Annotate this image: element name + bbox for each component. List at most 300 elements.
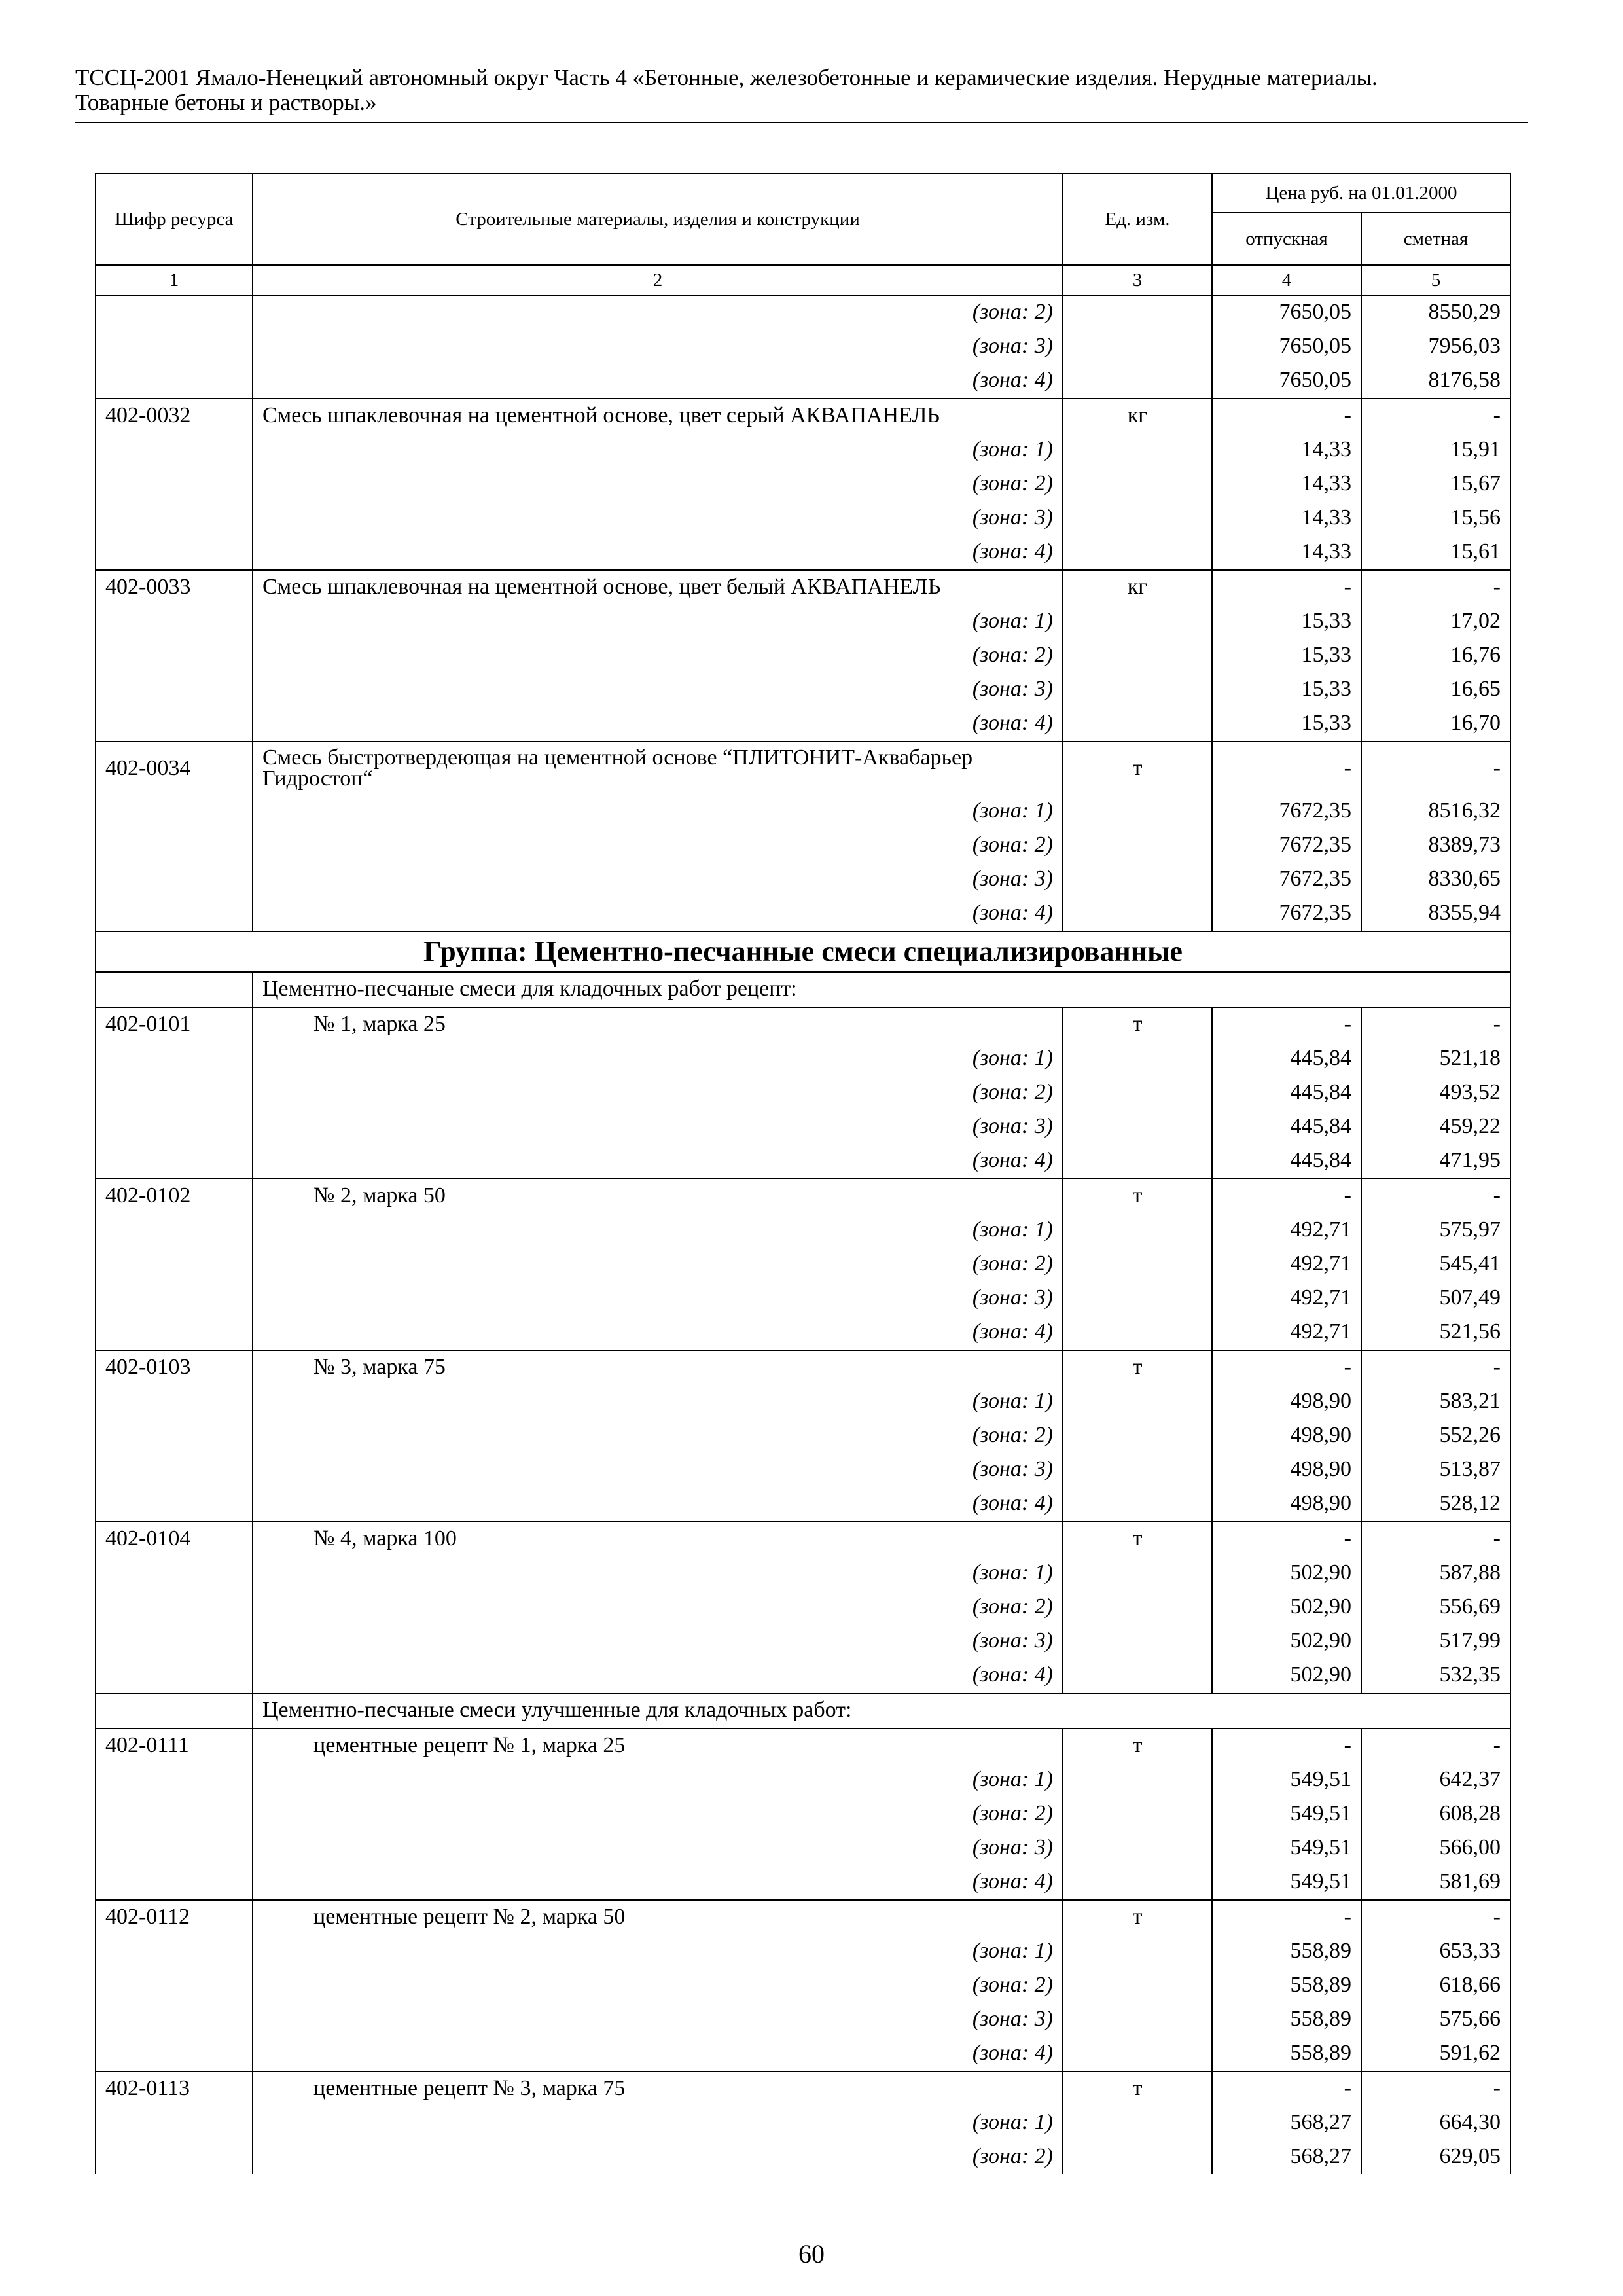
zone-label: (зона: 4) — [253, 1659, 1063, 1693]
estimate-price: 16,76 — [1361, 639, 1510, 673]
unit: т — [1063, 1007, 1212, 1042]
item-row — [96, 2072, 1510, 2106]
unit-cell — [1063, 2003, 1212, 2037]
release-price: 492,71 — [1212, 1247, 1361, 1282]
zone-label: (зона: 3) — [253, 863, 1063, 897]
unit-cell — [1063, 501, 1212, 535]
code-cell — [96, 1213, 253, 1247]
zone-row — [96, 639, 1510, 673]
unit-cell — [1063, 1453, 1212, 1487]
zone-row — [96, 1213, 1510, 1247]
zone-label: (зона: 4) — [253, 1316, 1063, 1350]
release-price: 502,90 — [1212, 1659, 1361, 1693]
release-price: 14,33 — [1212, 535, 1361, 570]
col-header-code: Шифр ресурса — [96, 173, 253, 265]
unit-cell — [1063, 1282, 1212, 1316]
estimate-price: 581,69 — [1361, 1865, 1510, 1900]
release-price: 445,84 — [1212, 1144, 1361, 1179]
material-name: № 1, марка 25 — [253, 1007, 1063, 1042]
unit-cell — [1063, 897, 1212, 931]
column-number: 1 — [96, 265, 253, 295]
unit: т — [1063, 742, 1212, 795]
zone-label: (зона: 3) — [253, 501, 1063, 535]
column-number: 4 — [1212, 265, 1361, 295]
release-price: 7672,35 — [1212, 863, 1361, 897]
estimate-price: - — [1361, 1007, 1510, 1042]
unit-cell — [1063, 1110, 1212, 1144]
zone-row — [96, 897, 1510, 931]
zone-row — [96, 1590, 1510, 1624]
column-number: 5 — [1361, 265, 1510, 295]
estimate-price: - — [1361, 399, 1510, 433]
estimate-price: 575,66 — [1361, 2003, 1510, 2037]
zone-row — [96, 1110, 1510, 1144]
unit-cell — [1063, 1624, 1212, 1659]
zone-row — [96, 433, 1510, 467]
zone-label: (зона: 4) — [253, 1865, 1063, 1900]
estimate-price: 521,56 — [1361, 1316, 1510, 1350]
material-name: Смесь шпаклевочная на цементной основе, цвет белый АКВАПАНЕЛЬ — [253, 570, 1063, 605]
zone-row — [96, 1797, 1510, 1831]
code-cell — [96, 1282, 253, 1316]
estimate-price: 8355,94 — [1361, 897, 1510, 931]
material-name: Смесь шпаклевочная на цементной основе, цвет серый АКВАПАНЕЛЬ — [253, 399, 1063, 433]
zone-label: (зона: 4) — [253, 897, 1063, 931]
code-cell — [96, 1487, 253, 1522]
material-name: цементные рецепт № 3, марка 75 — [253, 2072, 1063, 2106]
zone-row — [96, 467, 1510, 501]
header-line-1: ТССЦ-2001 Ямало-Ненецкий автономный округ Часть 4 «Бетонные, железобетонные и керамические изделия. Нерудные материалы. — [75, 65, 1378, 90]
col-header-release: отпускная — [1212, 213, 1361, 265]
code-cell — [96, 1590, 253, 1624]
release-price: 15,33 — [1212, 605, 1361, 639]
resource-code: 402-0101 — [96, 1007, 253, 1042]
unit-cell — [1063, 1316, 1212, 1350]
estimate-price: 608,28 — [1361, 1797, 1510, 1831]
estimate-price: 575,97 — [1361, 1213, 1510, 1247]
estimate-price: 8516,32 — [1361, 795, 1510, 829]
zone-row — [96, 2003, 1510, 2037]
release-price: - — [1212, 570, 1361, 605]
zone-row — [96, 707, 1510, 742]
code-cell — [96, 1935, 253, 1969]
column-number: 2 — [253, 265, 1063, 295]
code-cell — [96, 1453, 253, 1487]
col-header-name: Строительные материалы, изделия и конструкции — [253, 173, 1063, 265]
item-row — [96, 1179, 1510, 1213]
estimate-price: - — [1361, 742, 1510, 795]
estimate-price: 15,56 — [1361, 501, 1510, 535]
table-body — [96, 295, 1510, 2174]
release-price: 492,71 — [1212, 1282, 1361, 1316]
code-cell — [96, 1763, 253, 1797]
zone-label: (зона: 3) — [253, 1453, 1063, 1487]
estimate-price: 587,88 — [1361, 1556, 1510, 1590]
release-price: 498,90 — [1212, 1419, 1361, 1453]
unit-cell — [1063, 330, 1212, 364]
zone-row — [96, 535, 1510, 570]
release-price: 15,33 — [1212, 673, 1361, 707]
release-price: 14,33 — [1212, 501, 1361, 535]
subheading-row — [96, 972, 1510, 1007]
estimate-price: - — [1361, 1729, 1510, 1763]
material-name: № 2, марка 50 — [253, 1179, 1063, 1213]
unit-cell — [1063, 2106, 1212, 2140]
estimate-price: 459,22 — [1361, 1110, 1510, 1144]
subheading-row — [96, 1693, 1510, 1729]
code-cell — [96, 1247, 253, 1282]
code-cell — [96, 1969, 253, 2003]
zone-row — [96, 1453, 1510, 1487]
zone-label: (зона: 3) — [253, 1624, 1063, 1659]
estimate-price: 17,02 — [1361, 605, 1510, 639]
estimate-price: - — [1361, 1900, 1510, 1935]
unit-cell — [1063, 1419, 1212, 1453]
zone-row — [96, 501, 1510, 535]
subheading-text: Цементно-песчаные смеси улучшенные для кладочных работ: — [253, 1693, 1510, 1729]
estimate-price: 552,26 — [1361, 1419, 1510, 1453]
zone-label: (зона: 3) — [253, 673, 1063, 707]
unit: т — [1063, 1900, 1212, 1935]
code-cell — [96, 1693, 253, 1729]
unit-cell — [1063, 673, 1212, 707]
zone-row — [96, 1865, 1510, 1900]
code-cell — [96, 673, 253, 707]
estimate-price: 507,49 — [1361, 1282, 1510, 1316]
release-price: 7650,05 — [1212, 330, 1361, 364]
resource-code: 402-0102 — [96, 1179, 253, 1213]
resource-code: 402-0032 — [96, 399, 253, 433]
zone-label: (зона: 4) — [253, 707, 1063, 742]
unit-cell — [1063, 605, 1212, 639]
col-header-price: Цена руб. на 01.01.2000 — [1212, 173, 1510, 213]
estimate-price: - — [1361, 570, 1510, 605]
release-price: 558,89 — [1212, 1969, 1361, 2003]
estimate-price: 583,21 — [1361, 1385, 1510, 1419]
zone-label: (зона: 2) — [253, 1247, 1063, 1282]
zone-row — [96, 1831, 1510, 1865]
estimate-price: 517,99 — [1361, 1624, 1510, 1659]
zone-row — [96, 330, 1510, 364]
unit-cell — [1063, 1144, 1212, 1179]
zone-label: (зона: 3) — [253, 330, 1063, 364]
code-cell — [96, 2037, 253, 2072]
unit-cell — [1063, 795, 1212, 829]
zone-label: (зона: 1) — [253, 605, 1063, 639]
estimate-price: 16,70 — [1361, 707, 1510, 742]
code-cell — [96, 2106, 253, 2140]
release-price: 502,90 — [1212, 1556, 1361, 1590]
code-cell — [96, 1385, 253, 1419]
zone-row — [96, 1419, 1510, 1453]
estimate-price: 664,30 — [1361, 2106, 1510, 2140]
code-cell — [96, 1624, 253, 1659]
zone-row — [96, 295, 1510, 330]
unit-cell — [1063, 535, 1212, 570]
zone-label: (зона: 2) — [253, 1797, 1063, 1831]
release-price: 445,84 — [1212, 1042, 1361, 1076]
release-price: - — [1212, 1900, 1361, 1935]
zone-label: (зона: 3) — [253, 2003, 1063, 2037]
zone-label: (зона: 2) — [253, 1969, 1063, 2003]
column-number: 3 — [1063, 265, 1212, 295]
unit-cell — [1063, 433, 1212, 467]
zone-row — [96, 2140, 1510, 2174]
zone-row — [96, 1144, 1510, 1179]
estimate-price: 513,87 — [1361, 1453, 1510, 1487]
release-price: 15,33 — [1212, 639, 1361, 673]
zone-row — [96, 2106, 1510, 2140]
release-price: 558,89 — [1212, 2003, 1361, 2037]
code-cell — [96, 639, 253, 673]
code-cell — [96, 1659, 253, 1693]
release-price: - — [1212, 1729, 1361, 1763]
code-cell — [96, 707, 253, 742]
item-row — [96, 1007, 1510, 1042]
zone-label: (зона: 4) — [253, 535, 1063, 570]
header-rule — [75, 122, 1528, 123]
unit-cell — [1063, 1042, 1212, 1076]
zone-row — [96, 605, 1510, 639]
code-cell — [96, 295, 253, 330]
header-line-2: Товарные бетоны и растворы.» — [75, 90, 377, 115]
estimate-price: 591,62 — [1361, 2037, 1510, 2072]
release-price: 492,71 — [1212, 1316, 1361, 1350]
estimate-price: - — [1361, 1179, 1510, 1213]
unit-cell — [1063, 707, 1212, 742]
zone-row — [96, 1624, 1510, 1659]
zone-label: (зона: 1) — [253, 1556, 1063, 1590]
estimate-price: 528,12 — [1361, 1487, 1510, 1522]
col-header-estimate: сметная — [1361, 213, 1510, 265]
zone-label: (зона: 4) — [253, 1487, 1063, 1522]
unit-cell — [1063, 1763, 1212, 1797]
release-price: 549,51 — [1212, 1865, 1361, 1900]
code-cell — [96, 501, 253, 535]
estimate-price: 521,18 — [1361, 1042, 1510, 1076]
release-price: - — [1212, 1007, 1361, 1042]
zone-row — [96, 1247, 1510, 1282]
code-cell — [96, 829, 253, 863]
estimate-price: 471,95 — [1361, 1144, 1510, 1179]
zone-row — [96, 1076, 1510, 1110]
item-row — [96, 1900, 1510, 1935]
code-cell — [96, 364, 253, 399]
release-price: 492,71 — [1212, 1213, 1361, 1247]
zone-row — [96, 1556, 1510, 1590]
release-price: - — [1212, 399, 1361, 433]
zone-label: (зона: 1) — [253, 1213, 1063, 1247]
zone-row — [96, 1659, 1510, 1693]
unit: кг — [1063, 570, 1212, 605]
unit-cell — [1063, 1831, 1212, 1865]
estimate-price: - — [1361, 1522, 1510, 1556]
resource-code: 402-0104 — [96, 1522, 253, 1556]
code-cell — [96, 1797, 253, 1831]
item-row — [96, 399, 1510, 433]
estimate-price: 8176,58 — [1361, 364, 1510, 399]
unit-cell — [1063, 639, 1212, 673]
unit-cell — [1063, 1556, 1212, 1590]
zone-row — [96, 1282, 1510, 1316]
release-price: - — [1212, 1522, 1361, 1556]
unit: т — [1063, 1179, 1212, 1213]
code-cell — [96, 1831, 253, 1865]
zone-label: (зона: 3) — [253, 1282, 1063, 1316]
item-row — [96, 1350, 1510, 1385]
release-price: 498,90 — [1212, 1487, 1361, 1522]
code-cell — [96, 863, 253, 897]
zone-row — [96, 863, 1510, 897]
zone-label: (зона: 2) — [253, 1076, 1063, 1110]
zone-label: (зона: 1) — [253, 433, 1063, 467]
release-price: 7672,35 — [1212, 829, 1361, 863]
zone-row — [96, 1935, 1510, 1969]
material-name: цементные рецепт № 2, марка 50 — [253, 1900, 1063, 1935]
estimate-price: 15,91 — [1361, 433, 1510, 467]
release-price: 14,33 — [1212, 467, 1361, 501]
release-price: - — [1212, 1350, 1361, 1385]
unit-cell — [1063, 364, 1212, 399]
resource-code: 402-0113 — [96, 2072, 253, 2106]
zone-row — [96, 795, 1510, 829]
code-cell — [96, 535, 253, 570]
zone-row — [96, 1042, 1510, 1076]
unit-cell — [1063, 1797, 1212, 1831]
zone-label: (зона: 2) — [253, 829, 1063, 863]
estimate-price: 566,00 — [1361, 1831, 1510, 1865]
estimate-price: 629,05 — [1361, 2140, 1510, 2174]
release-price: 7672,35 — [1212, 897, 1361, 931]
unit-cell — [1063, 2037, 1212, 2072]
resource-code: 402-0112 — [96, 1900, 253, 1935]
item-row — [96, 570, 1510, 605]
code-cell — [96, 1556, 253, 1590]
release-price: 445,84 — [1212, 1110, 1361, 1144]
unit-cell — [1063, 1076, 1212, 1110]
zone-row — [96, 2037, 1510, 2072]
zone-label: (зона: 4) — [253, 364, 1063, 399]
code-cell — [96, 972, 253, 1007]
column-number-row — [96, 265, 1510, 295]
estimate-price: - — [1361, 2072, 1510, 2106]
release-price: 15,33 — [1212, 707, 1361, 742]
estimate-price: 618,66 — [1361, 1969, 1510, 2003]
resource-code: 402-0103 — [96, 1350, 253, 1385]
zone-label: (зона: 2) — [253, 2140, 1063, 2174]
zone-row — [96, 1316, 1510, 1350]
estimate-price: 8330,65 — [1361, 863, 1510, 897]
unit: т — [1063, 1729, 1212, 1763]
subheading-text: Цементно-песчаные смеси для кладочных работ рецепт: — [253, 972, 1510, 1007]
zone-row — [96, 673, 1510, 707]
unit-cell — [1063, 1213, 1212, 1247]
release-price: 7650,05 — [1212, 295, 1361, 330]
resource-code: 402-0111 — [96, 1729, 253, 1763]
unit-cell — [1063, 829, 1212, 863]
zone-label: (зона: 1) — [253, 2106, 1063, 2140]
code-cell — [96, 1316, 253, 1350]
zone-label: (зона: 2) — [253, 1419, 1063, 1453]
code-cell — [96, 605, 253, 639]
unit-cell — [1063, 1247, 1212, 1282]
release-price: 445,84 — [1212, 1076, 1361, 1110]
zone-row — [96, 364, 1510, 399]
unit-cell — [1063, 1935, 1212, 1969]
release-price: 549,51 — [1212, 1797, 1361, 1831]
release-price: 498,90 — [1212, 1385, 1361, 1419]
estimate-price: - — [1361, 1350, 1510, 1385]
unit: кг — [1063, 399, 1212, 433]
zone-label: (зона: 2) — [253, 467, 1063, 501]
unit-cell — [1063, 1865, 1212, 1900]
zone-label: (зона: 3) — [253, 1831, 1063, 1865]
zone-row — [96, 1763, 1510, 1797]
zone-label: (зона: 4) — [253, 2037, 1063, 2072]
material-name: Смесь быстротвердеющая на цементной основе “ПЛИТОНИТ-Аквабарьер Гидростоп“ — [253, 742, 1063, 795]
zone-label: (зона: 4) — [253, 1144, 1063, 1179]
estimate-price: 653,33 — [1361, 1935, 1510, 1969]
zone-label: (зона: 2) — [253, 639, 1063, 673]
code-cell — [96, 2140, 253, 2174]
code-cell — [96, 1110, 253, 1144]
item-row — [96, 1522, 1510, 1556]
unit-cell — [1063, 1659, 1212, 1693]
zone-row — [96, 1385, 1510, 1419]
release-price: 558,89 — [1212, 1935, 1361, 1969]
zone-label: (зона: 1) — [253, 795, 1063, 829]
code-cell — [96, 330, 253, 364]
zone-label: (зона: 1) — [253, 1763, 1063, 1797]
release-price: 568,27 — [1212, 2140, 1361, 2174]
release-price: - — [1212, 1179, 1361, 1213]
zone-row — [96, 1969, 1510, 2003]
item-row — [96, 1729, 1510, 1763]
zone-label: (зона: 1) — [253, 1042, 1063, 1076]
material-name: № 4, марка 100 — [253, 1522, 1063, 1556]
zone-label: (зона: 2) — [253, 1590, 1063, 1624]
estimate-price: 15,67 — [1361, 467, 1510, 501]
code-cell — [96, 1144, 253, 1179]
release-price: 498,90 — [1212, 1453, 1361, 1487]
resource-code: 402-0034 — [96, 742, 253, 795]
item-row — [96, 742, 1510, 795]
estimate-price: 15,61 — [1361, 535, 1510, 570]
code-cell — [96, 467, 253, 501]
code-cell — [96, 897, 253, 931]
material-name: цементные рецепт № 1, марка 25 — [253, 1729, 1063, 1763]
release-price: 502,90 — [1212, 1590, 1361, 1624]
zone-label: (зона: 1) — [253, 1935, 1063, 1969]
code-cell — [96, 1042, 253, 1076]
release-price: 549,51 — [1212, 1763, 1361, 1797]
estimate-price: 8550,29 — [1361, 295, 1510, 330]
unit-cell — [1063, 863, 1212, 897]
material-name: № 3, марка 75 — [253, 1350, 1063, 1385]
estimate-price: 545,41 — [1361, 1247, 1510, 1282]
unit: т — [1063, 1350, 1212, 1385]
zone-label: (зона: 2) — [253, 295, 1063, 330]
code-cell — [96, 433, 253, 467]
estimate-price: 642,37 — [1361, 1763, 1510, 1797]
estimate-price: 16,65 — [1361, 673, 1510, 707]
code-cell — [96, 795, 253, 829]
release-price: 14,33 — [1212, 433, 1361, 467]
unit-cell — [1063, 1487, 1212, 1522]
group-row — [96, 931, 1510, 972]
unit-cell — [1063, 1385, 1212, 1419]
zone-row — [96, 1487, 1510, 1522]
